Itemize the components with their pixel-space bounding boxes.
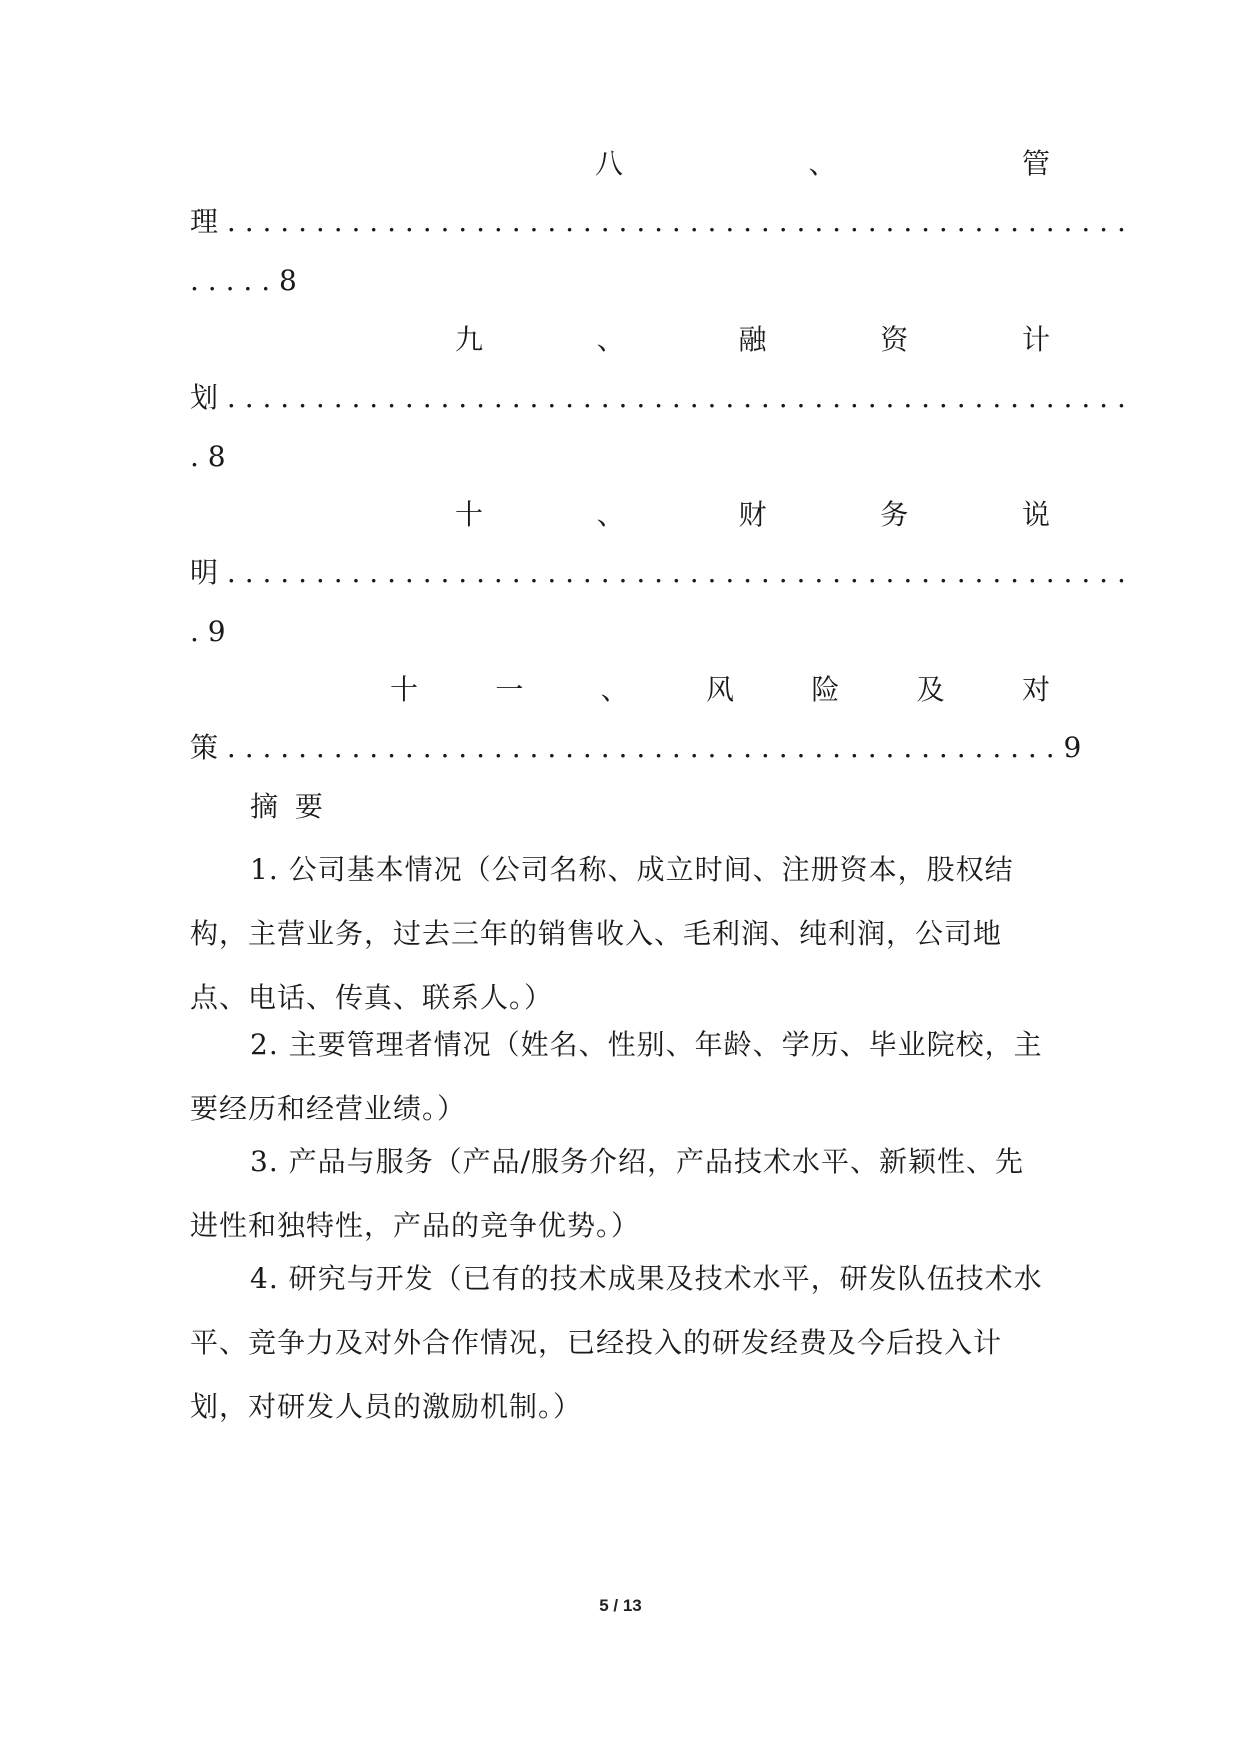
toc-char: 、 [600, 673, 629, 706]
toc-char: 财 [738, 498, 767, 531]
summary-item-2: 2. 主要管理者情况（姓名、性别、年龄、学历、毕业院校，主要经历和经营业绩。） [190, 1028, 1043, 1125]
summary-title: 摘 要 [250, 790, 327, 823]
toc-heading-11 [390, 670, 1050, 710]
toc-char: 对 [1021, 673, 1050, 706]
toc-tail-9: . 8 [190, 440, 226, 473]
toc-char: 、 [596, 323, 625, 356]
summary-item-3: 3. 产品与服务（产品/服务介绍，产品技术水平、新颖性、先进性和独特性，产品的竞争优势。） [190, 1145, 1025, 1242]
toc-heading-9 [455, 320, 1050, 360]
toc-char: 一 [495, 673, 524, 706]
toc-char: 计 [1021, 323, 1050, 356]
toc-leader-10: 明 . . . . . . . . . . . . . . . . . . . . . . . . . . . . . . . . . . . . . . . . . . . . . . . . . . . [190, 556, 1126, 589]
toc-char: 八 [595, 147, 624, 180]
toc-tail-10: . 9 [190, 615, 226, 648]
toc-char: 资 [880, 323, 909, 356]
toc-char: 管 [1021, 147, 1050, 180]
toc-char: 十 [390, 673, 419, 706]
toc-heading-8 [595, 144, 1050, 184]
toc-leader-9: 划 . . . . . . . . . . . . . . . . . . . . . . . . . . . . . . . . . . . . . . . . . . . . . . . . . . . [190, 381, 1126, 414]
toc-char: 、 [596, 498, 625, 531]
toc-char: 融 [738, 323, 767, 356]
toc-char: 及 [916, 673, 945, 706]
toc-char: 九 [455, 323, 484, 356]
toc-char: 、 [808, 147, 837, 180]
toc-leader-11: 策 . . . . . . . . . . . . . . . . . . . . . . . . . . . . . . . . . . . . . . . . . . . . . . . 9 [190, 731, 1082, 764]
toc-char: 风 [705, 673, 734, 706]
toc-char: 说 [1021, 498, 1050, 531]
summary-item-1: 1. 公司基本情况（公司名称、成立时间、注册资本，股权结构，主营业务，过去三年的销售收入、毛利润、纯利润，公司地点、电话、传真、联系人。） [190, 853, 1014, 1014]
toc-tail-8: . . . . . 8 [190, 264, 297, 297]
toc-char: 务 [880, 498, 909, 531]
toc-leader-8: 理 . . . . . . . . . . . . . . . . . . . . . . . . . . . . . . . . . . . . . . . . . . . . . . . . . . . [190, 205, 1126, 238]
summary-item-4: 4. 研究与开发（已有的技术成果及技术水平，研发队伍技术水平、竞争力及对外合作情况，已经投入的研发经费及今后投入计划，对研发人员的激励机制。） [190, 1262, 1043, 1423]
toc-char: 险 [811, 673, 840, 706]
toc-heading-10 [455, 495, 1050, 535]
page-number: 5 / 13 [599, 1596, 642, 1615]
toc-char: 十 [455, 498, 484, 531]
